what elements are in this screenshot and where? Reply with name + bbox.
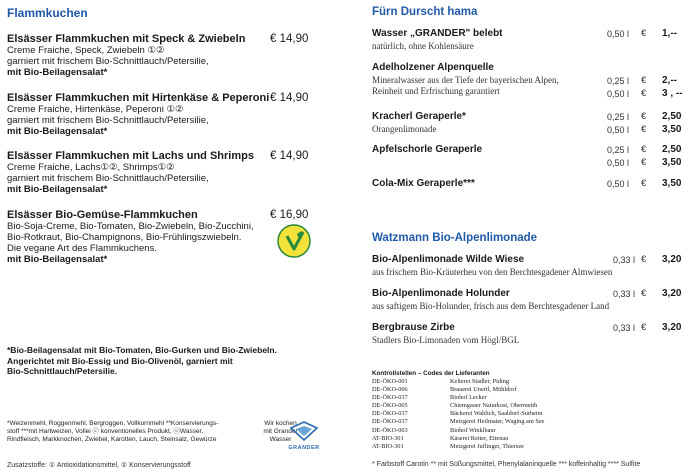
- menu-item-price: € 14,90: [270, 33, 309, 45]
- kontrollstellen-title: Kontrollstellen – Codes der Lieferanten: [372, 370, 490, 377]
- menu-item-description: Creme Fraiche, Lachs①②, Shrimps①②: [7, 162, 175, 173]
- limonade-description: aus saftigem Bio-Holunder, frisch aus dem Berchtesgadener Land: [372, 301, 610, 311]
- kontroll-row: [372, 394, 582, 402]
- drink-volume: 0,50 l: [607, 125, 630, 135]
- kontrollstellen: [372, 370, 582, 451]
- kontroll-supplier: Kelterei Stadler, Piding: [450, 378, 510, 385]
- menu-item-side: mit Bio-Beilagensalat*: [7, 184, 108, 195]
- allergen-line: *Weizenmehl, Roggenmehl, Bergroggen, Vollkornmehl **Konservierungs-: [7, 420, 219, 427]
- limonade-volume: 0,33 l: [613, 289, 636, 299]
- currency-symbol: €: [641, 178, 647, 189]
- water-note-line: mit Grander: [263, 428, 298, 436]
- drink-volume: 0,25 l: [607, 145, 630, 155]
- drink-price: 2,50: [662, 111, 682, 122]
- menu-item-price: € 16,90: [270, 209, 309, 221]
- limonade-name: Bergbrause Zirbe: [372, 322, 455, 333]
- kontroll-code: AT-BIO-301: [372, 434, 404, 442]
- limonade-price: 3,20: [662, 322, 682, 333]
- kontroll-code: DE-ÖKO-037: [372, 394, 408, 402]
- currency-symbol: €: [641, 75, 647, 86]
- kontroll-supplier: Käserei Reiter, Ettenau: [450, 434, 509, 442]
- drink-volume: 0,25 l: [607, 112, 630, 122]
- menu-item-side: mit Bio-Beilagensalat*: [7, 126, 108, 137]
- allergen-line: stoff ***mit Hartweizen, Vollei ⓒ konventionelles Produkt, ⓔWasser,: [7, 428, 204, 436]
- menu-item-name: Elsässer Bio-Gemüse-Flammkuchen: [7, 209, 198, 221]
- drink-price: 2,50: [662, 144, 682, 155]
- currency-symbol: €: [641, 111, 647, 122]
- kontroll-code: AT-BIO-301: [372, 442, 404, 450]
- kontroll-row: [372, 443, 582, 451]
- section-title-drinks: Fürn Durscht hama: [372, 6, 478, 18]
- kontroll-supplier: Chiemgauer Naturkost, Obermeith: [450, 402, 538, 410]
- currency-symbol: €: [641, 88, 647, 99]
- grander-logo: [285, 420, 323, 450]
- drink-description: Mineralwasser aus der Tiefe der bayerischen Alpen,: [372, 75, 559, 85]
- drink-description: natürlich, ohne Kohlensäure: [372, 41, 474, 51]
- kontroll-supplier: Biohof Lecker: [450, 394, 487, 402]
- menu-item-name: Elsässer Flammkuchen mit Speck & Zwiebeln: [7, 33, 246, 45]
- kontroll-supplier: Brauerei Unertl, Mühldorf: [450, 386, 517, 394]
- drinks-footnote: * Farbstoff Carotin ** mit Süßungsmittel, Phenylalaninquelle *** koffeinhaltig **** Sulfite: [372, 461, 641, 468]
- currency-symbol: €: [641, 28, 647, 39]
- drink-price: 3 , --: [662, 88, 683, 99]
- drink-name: Adelholzener Alpenquelle: [372, 62, 494, 73]
- menu-item: [7, 150, 307, 195]
- kontroll-code: DE-ÖKO-006: [372, 386, 408, 394]
- salad-note: [7, 345, 307, 377]
- allergen-line: Rindfleisch, Markknochen, Zwiebel, Karotten, Lauch, Steinsalz, Gewürze: [7, 436, 217, 444]
- kontroll-row: [372, 386, 582, 394]
- currency-symbol: €: [641, 288, 647, 299]
- menu-item: [7, 92, 307, 137]
- note-line: Bio-Schnittlauch/Petersilie.: [7, 366, 118, 376]
- drink-price: 1,--: [662, 28, 677, 39]
- limonade-name: Bio-Alpenlimonade Wilde Wiese: [372, 254, 525, 265]
- drink-description: Reinheit und Erfrischung garantiert: [372, 86, 500, 96]
- menu-item-side: mit Bio-Beilagensalat*: [7, 67, 108, 78]
- note-line: *Bio-Beilagensalat mit Bio-Tomaten, Bio-Gurken und Bio-Zwiebeln.: [7, 345, 277, 355]
- kontroll-supplier: Metzgerei Juflinger, Thiersee: [450, 442, 524, 450]
- vegan-badge-icon: [277, 224, 311, 258]
- kontroll-code: DE-ÖKO-037: [372, 410, 408, 418]
- limonade-volume: 0,33 l: [613, 255, 636, 265]
- drink-volume: 0,50 l: [607, 158, 630, 168]
- drink-volume: 0,50 l: [607, 89, 630, 99]
- limonade-description: aus frischem Bio-Kräuterheu von den Berchtesgadener Almwiesen: [372, 267, 613, 277]
- limonade-price: 3,20: [662, 288, 682, 299]
- kontroll-code: DE-ÖKO-037: [372, 418, 408, 426]
- drink-volume: 0,25 l: [607, 76, 630, 86]
- note-line: Angerichtet mit Bio-Essig und Bio-Olivenöl, garniert mit: [7, 355, 233, 366]
- kontroll-code: DE-ÖKO-003: [372, 426, 408, 434]
- menu-item-description: Bio-Soja-Creme, Bio-Tomaten, Bio-Zwiebeln, Bio-Zucchini,: [7, 221, 254, 232]
- water-note-line: Wir kochen: [264, 420, 297, 427]
- menu-item-description: Creme Fraiche, Speck, Zwiebeln ①②: [7, 45, 165, 56]
- currency-symbol: €: [641, 144, 647, 155]
- currency-symbol: €: [641, 157, 647, 168]
- currency-symbol: €: [641, 322, 647, 333]
- kontroll-row: [372, 435, 582, 443]
- kontroll-supplier: Biohof Winklbaur: [450, 426, 496, 434]
- kontroll-supplier: Bäckerei Wahlich, Saaldorf-Surheim: [450, 410, 543, 418]
- menu-item: [7, 33, 307, 78]
- currency-symbol: €: [641, 124, 647, 135]
- menu-item-description: garniert mit frischem Bio-Schnittlauch/Petersilie,: [7, 56, 209, 67]
- drink-description: Orangenlimonade: [372, 124, 437, 134]
- drink-price: 2,--: [662, 75, 677, 86]
- menu-item-price: € 14,90: [270, 150, 309, 162]
- drink-name: Apfelschorle Geraperle: [372, 144, 483, 155]
- drink-price: 3,50: [662, 157, 682, 168]
- drink-volume: 0,50 l: [607, 179, 630, 189]
- zusatzstoffe-note: Zusatzstoffe: ① Antioxidationsmittel, ② Konservierungsstoff: [7, 462, 191, 469]
- allergen-note: [7, 420, 252, 445]
- limonade-name: Bio-Alpenlimonade Holunder: [372, 288, 510, 299]
- section-title-flammkuchen: Flammkuchen: [7, 6, 88, 20]
- kontroll-code: DE-ÖKO-001: [372, 378, 408, 385]
- kontroll-row: [372, 402, 582, 410]
- grander-logo-text: GRANDER: [288, 445, 320, 451]
- menu-item-description: garniert mit frischem Bio-Schnittlauch/Petersilie,: [7, 173, 209, 184]
- limonade-description: Stadlers Bio-Limonaden vom Högl/BGL: [372, 335, 520, 345]
- menu-item-price: € 14,90: [270, 92, 309, 104]
- menu-item-description: Creme Fraiche, Hirtenkäse, Peperoni ①②: [7, 104, 184, 115]
- drink-name: Cola-Mix Geraperle***: [372, 178, 475, 189]
- kontroll-row: [372, 427, 582, 435]
- menu-item-description: garniert mit frischem Bio-Schnittlauch/Petersilie,: [7, 115, 209, 126]
- limonade-volume: 0,33 l: [613, 323, 636, 333]
- currency-symbol: €: [641, 254, 647, 265]
- kontroll-code: DE-ÖKO-005: [372, 402, 408, 410]
- water-note-line: Wasser: [269, 436, 292, 444]
- kontroll-row: [372, 410, 582, 418]
- drink-name: Wasser „GRANDER" belebt: [372, 28, 503, 39]
- drink-name: Kracherl Geraperle*: [372, 111, 466, 122]
- menu-item-description: Bio-Rotkraut, Bio-Champignons, Bio-Frühlingszwiebeln.: [7, 232, 242, 243]
- menu-item-side: mit Bio-Beilagensalat*: [7, 254, 108, 265]
- menu-item-description: Die vegane Art des Flammkuchens.: [7, 243, 157, 254]
- drink-price: 3,50: [662, 178, 682, 189]
- kontroll-row: [372, 378, 582, 386]
- menu-item: [7, 209, 307, 265]
- limonade-price: 3,20: [662, 254, 682, 265]
- menu-item-name: Elsässer Flammkuchen mit Lachs und Shrimps: [7, 150, 254, 162]
- section-title-limonade: Watzmann Bio-Alpenlimonade: [372, 232, 538, 244]
- kontroll-supplier: Metzgerei Heilmaier, Waging am See: [450, 418, 545, 426]
- drink-price: 3,50: [662, 124, 682, 135]
- menu-item-name: Elsässer Flammkuchen mit Hirtenkäse & Peperoni: [7, 92, 270, 104]
- kontroll-row: [372, 418, 582, 426]
- drink-volume: 0,50 l: [607, 29, 630, 39]
